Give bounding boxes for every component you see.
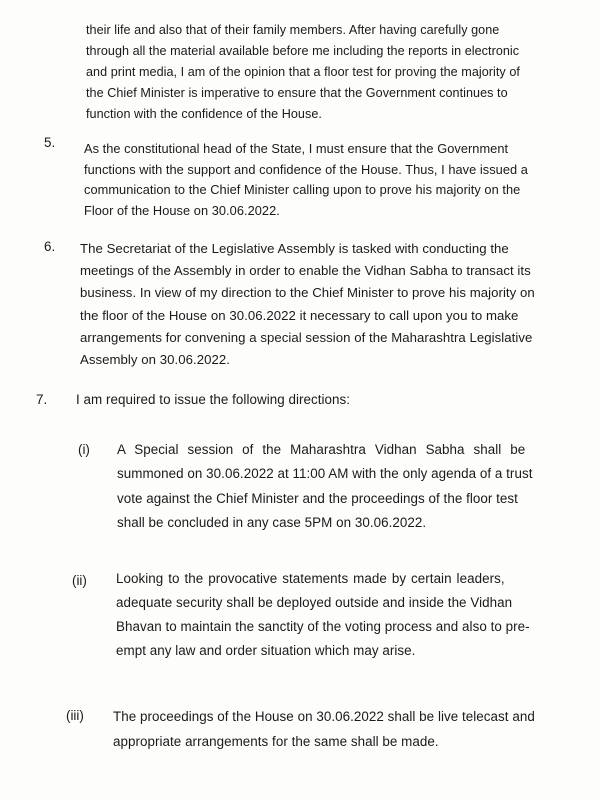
paragraph-5-number: 5. [44, 135, 56, 150]
direction-ii-label: (ii) [72, 573, 87, 588]
direction-iii-line: The proceedings of the House on 30.06.2022 shall be live telecast and [113, 709, 535, 724]
paragraph-6-line: Assembly on 30.06.2022. [80, 352, 230, 368]
direction-ii-line: Looking to the provocative statements made by certain leaders, [116, 571, 505, 586]
paragraph-5-line: Floor of the House on 30.06.2022. [84, 202, 280, 218]
paragraph-7-text [76, 389, 556, 411]
paragraph-6-line: The Secretariat of the Legislative Assembly is tasked with conducting the [80, 241, 509, 256]
direction-i-line: A Special session of the Maharashtra Vidhan Sabha shall be [117, 442, 526, 457]
paragraph-5-text [84, 139, 554, 221]
paragraph-6-number: 6. [44, 239, 56, 254]
direction-i-text [117, 438, 572, 535]
direction-i-line: vote against the Chief Minister and the proceedings of the floor test [117, 490, 518, 506]
continuation-line: the Chief Minister is imperative to ensure that the Government continues to [86, 86, 508, 100]
direction-ii-text [116, 567, 586, 663]
direction-i-label: (i) [78, 442, 90, 457]
direction-ii-line: empt any law and order situation which may arise. [116, 643, 416, 658]
continuation-line: through all the material available before me including the reports in electronic [86, 44, 520, 58]
paragraph-5-line: As the constitutional head of the State, I must ensure that the Government [84, 141, 509, 156]
direction-i-line: shall be concluded in any case 5PM on 30.06.2022. [117, 514, 427, 530]
direction-iii-line: appropriate arrangements for the same shall be made. [113, 734, 439, 749]
paragraph-7-line: I am required to issue the following directions: [76, 392, 351, 407]
paragraph-6-line: business. In view of my direction to the Chief Minister to prove his majority on [80, 285, 535, 301]
continuation-paragraph [86, 20, 546, 125]
paragraph-6-text [80, 238, 555, 371]
direction-ii-line: adequate security shall be deployed outside and inside the Vidhan [116, 595, 513, 610]
direction-ii-line: Bhavan to maintain the sanctity of the voting process and also to pre- [116, 619, 530, 634]
paragraph-5-line: functions with the support and confidence of the House. Thus, I have issued a [84, 161, 528, 177]
continuation-line: their life and also that of their family members. After having carefully gone [86, 23, 500, 37]
paragraph-5-line: communication to the Chief Minister calling upon to prove his majority on the [84, 182, 521, 197]
direction-iii-text [113, 704, 593, 754]
paragraph-7-number: 7. [36, 392, 48, 407]
paragraph-6-line: arrangements for convening a special session of the Maharashtra Legislative [80, 329, 533, 345]
direction-iii-label: (iii) [66, 708, 84, 723]
continuation-line: and print media, I am of the opinion that a floor test for proving the majority of [86, 65, 520, 79]
continuation-line: function with the confidence of the House. [86, 107, 322, 121]
paragraph-6-line: meetings of the Assembly in order to enable the Vidhan Sabha to transact its [80, 263, 531, 279]
direction-i-line: summoned on 30.06.2022 at 11:00 AM with the only agenda of a trust [117, 466, 533, 482]
paragraph-6-line: the floor of the House on 30.06.2022 it necessary to call upon you to make [80, 307, 519, 323]
